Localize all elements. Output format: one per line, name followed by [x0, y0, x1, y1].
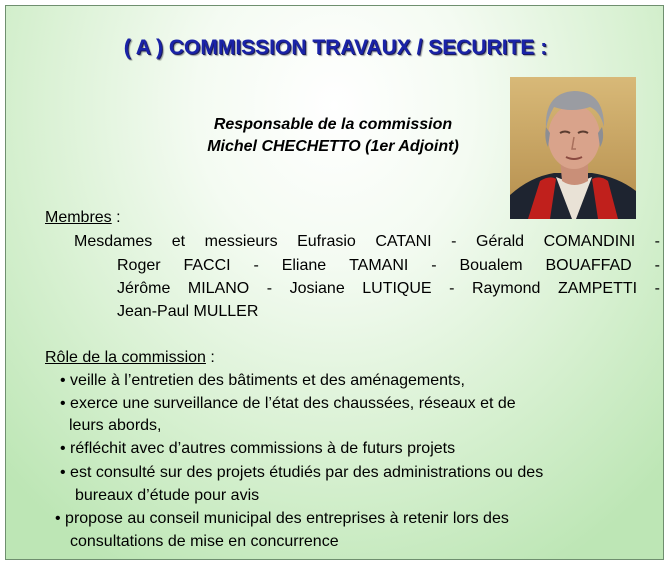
role-line: • réfléchit avec d’autres commissions à de futurs projets — [60, 440, 456, 457]
responsable-name: Michel CHECHETTO (1er Adjoint) — [207, 138, 459, 155]
member-word: Eliane — [281, 257, 327, 274]
members-heading-suffix: : — [111, 209, 121, 226]
members-line-2 — [117, 255, 660, 277]
members-heading — [45, 207, 121, 229]
role-line: bureaux d’étude pour avis — [75, 487, 260, 504]
member-word: - — [654, 257, 660, 274]
role-line: • veille à l’entretien des bâtiments et des aménagements, — [60, 372, 465, 389]
members-line-1 — [74, 231, 660, 253]
member-word: Eufrasio — [297, 233, 356, 250]
responsable-block — [158, 114, 508, 158]
member-word: - — [253, 257, 259, 274]
role-heading-suffix: : — [205, 349, 215, 366]
role-heading-label: Rôle de la commission — [45, 349, 206, 366]
member-word: Gérald — [476, 233, 525, 250]
member-word: - — [449, 280, 455, 297]
role-line: • exerce une surveillance de l’état des chaussées, réseaux et de — [60, 395, 516, 412]
member-word: Roger — [117, 257, 161, 274]
member-word: TAMANI — [349, 257, 409, 274]
members-line-3 — [117, 278, 660, 300]
portrait-photo — [510, 77, 636, 219]
role-line: consultations de mise en concurrence — [70, 533, 339, 550]
member-word: ZAMPETTI — [557, 280, 638, 297]
members-heading-label: Membres — [45, 209, 112, 226]
role-line: • propose au conseil municipal des entreprises à retenir lors des — [55, 510, 509, 527]
member-word: - — [451, 233, 457, 250]
member-word: Boualem — [459, 257, 523, 274]
member-word: Josiane — [289, 280, 345, 297]
page-title: ( A ) COMMISSION TRAVAUX / SECURITE : — [123, 36, 548, 59]
member-word: - — [266, 280, 273, 297]
member-word: Mesdames — [74, 233, 153, 250]
member-word: COMANDINI — [543, 233, 636, 250]
member-word: BOUAFFAD — [545, 257, 632, 274]
role-line: • est consulté sur des projets étudiés par des administrations ou des — [60, 464, 544, 481]
member-word: et — [171, 233, 186, 250]
responsable-title: Responsable de la commission — [213, 116, 453, 133]
member-word: Raymond — [471, 280, 541, 297]
member-word: MILANO — [187, 280, 250, 297]
members-line-4: Jean-Paul MULLER — [117, 303, 259, 320]
portrait-icon — [510, 77, 636, 219]
member-word: LUTIQUE — [362, 280, 432, 297]
member-word: - — [431, 257, 437, 274]
member-word: FACCI — [183, 257, 231, 274]
member-word: - — [654, 233, 660, 250]
role-line: leurs abords, — [69, 417, 162, 434]
member-word: CATANI — [375, 233, 432, 250]
member-word: Jérôme — [117, 280, 171, 297]
role-heading — [45, 347, 215, 369]
member-word: - — [654, 280, 660, 297]
member-word: messieurs — [204, 233, 278, 250]
